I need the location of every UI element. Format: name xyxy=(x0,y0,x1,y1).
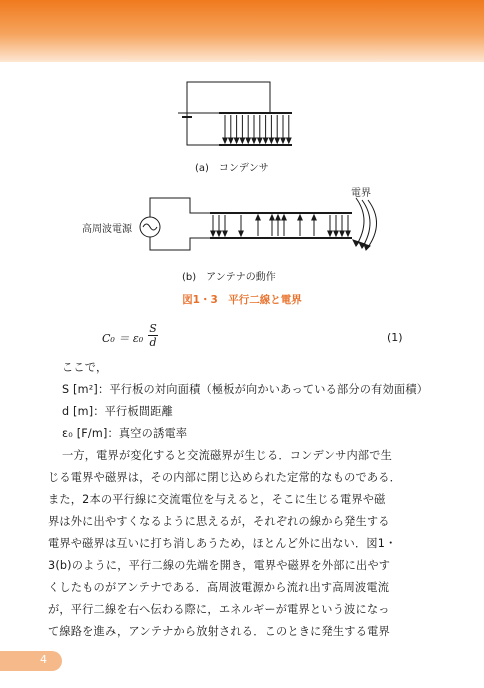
antenna-field-arrow-down-head xyxy=(223,231,227,236)
antenna-field-arrow-up-head xyxy=(256,215,260,220)
text-line: 電界や磁界は互いに打ち消しあうため，ほとんど外に出ない．図1・ xyxy=(48,537,397,550)
antenna-field-arrow-up-head xyxy=(276,215,280,220)
text-line: じる電界や磁界は，その内部に閉じ込められた定常的なものである． xyxy=(48,471,402,484)
capacitor-field-arrow-head xyxy=(229,138,233,143)
text-line: また，2本の平行線に交流電位を与えると，そこに生じる電界や磁 xyxy=(48,493,386,506)
capacitor-field-arrow-head xyxy=(269,138,273,143)
antenna-field-arrow-down-head xyxy=(346,231,350,236)
text-line: 3(b)のように，平行二線の先端を開き，電界や磁界を外部に出やす xyxy=(48,559,391,572)
caption-a: (a) コンデンサ xyxy=(195,163,269,174)
figure-1-3-diagram xyxy=(0,0,484,300)
radiated-field-curves xyxy=(353,198,377,250)
capacitor-field-arrow-head xyxy=(275,138,279,143)
capacitor-field-arrows xyxy=(223,115,291,143)
antenna-circuit xyxy=(140,198,352,250)
capacitor-field-arrow-head xyxy=(246,138,250,143)
capacitor-field-arrow-head xyxy=(252,138,256,143)
antenna-field-arrow-down-head xyxy=(328,231,332,236)
text-line: が，平行二線を右へ伝わる際に，エネルギーが電界という波になっ xyxy=(48,603,390,616)
antenna-field-arrow-up-head xyxy=(270,215,274,220)
antenna-field-arrow-up-head xyxy=(298,215,302,220)
text-line: て線路を進み，アンテナから放射される．このときに発生する電界 xyxy=(48,625,390,638)
antenna-field-arrow-down-head xyxy=(211,231,215,236)
capacitor-field-arrow-head xyxy=(240,138,244,143)
text-line: S [m²]：平行板の対向面積（極板が向かいあっている部分の有効面積） xyxy=(62,383,429,396)
antenna-field-arrow-down-head xyxy=(217,231,221,236)
text-line: 界は外に出やすくなるように思えるが，それぞれの線から発生する xyxy=(48,515,390,528)
equation-fraction xyxy=(148,322,158,349)
text-line: ここで， xyxy=(62,361,108,374)
antenna-field-arrow-down-head xyxy=(239,231,243,236)
text-line: 一方，電界が変化すると交流磁界が生じる．コンデンサ内部で生 xyxy=(62,449,393,462)
capacitor-field-arrow-head xyxy=(258,138,262,143)
antenna-field-arrow-up-head xyxy=(282,215,286,220)
antenna-field-arrow-up-head xyxy=(312,215,316,220)
equation-numerator: S xyxy=(149,322,157,335)
caption-b: (b) アンテナの動作 xyxy=(182,272,276,283)
page-number-tab xyxy=(0,651,62,671)
text-line: くしたものがアンテナである．高周波電源から流れ出す高周波電流 xyxy=(48,581,390,594)
hf-source-label: 高周波電源 xyxy=(82,224,132,235)
capacitor-wire-loop xyxy=(187,82,270,113)
capacitor-field-arrow-head xyxy=(281,138,285,143)
ac-source-wave-symbol xyxy=(143,224,157,230)
equation-lhs: C₀ ＝ ε₀ xyxy=(102,332,144,345)
figure-title: 図1・3 平行二線と電界 xyxy=(182,294,302,306)
source-wire-top xyxy=(150,198,210,217)
capacitor-field-arrow-head xyxy=(263,138,267,143)
equation-denominator: d xyxy=(149,336,157,349)
text-line: ε₀ [F/m]：真空の誘電率 xyxy=(62,427,188,440)
capacitor-circuit xyxy=(178,82,292,145)
capacitor-field-arrow-head xyxy=(223,138,227,143)
antenna-field-arrows xyxy=(211,215,350,236)
electric-field-label: 電界 xyxy=(351,188,371,199)
capacitor-field-arrow-head xyxy=(234,138,238,143)
page-number: 4 xyxy=(40,653,47,666)
antenna-field-arrow-down-head xyxy=(340,231,344,236)
text-line: d [m]：平行板間距離 xyxy=(62,405,173,418)
equation-number: (1) xyxy=(387,331,403,344)
antenna-field-arrow-down-head xyxy=(334,231,338,236)
capacitor-field-arrow-head xyxy=(287,138,291,143)
source-wire-bottom xyxy=(150,237,210,250)
